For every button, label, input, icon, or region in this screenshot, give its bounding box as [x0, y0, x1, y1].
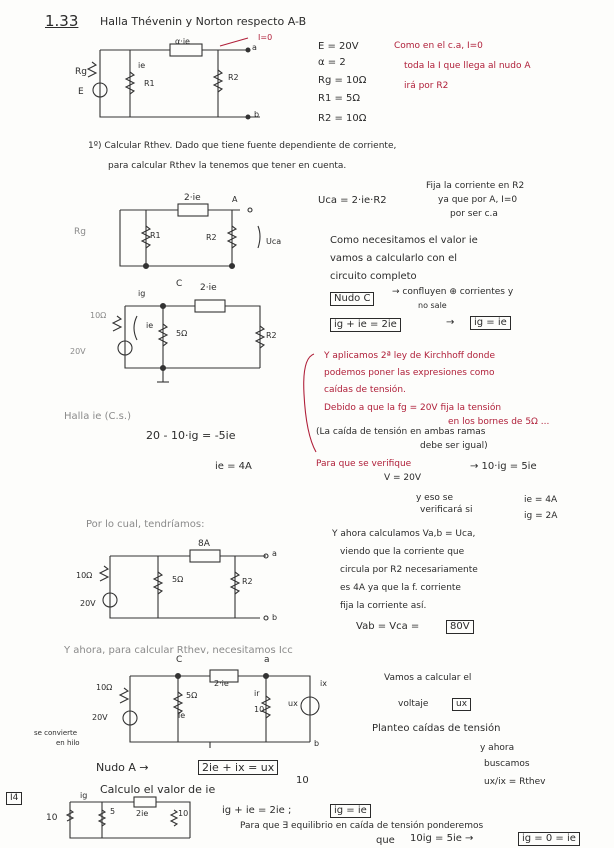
bottom-line-1: Calculo el valor de ie	[100, 783, 216, 796]
c1-r2-label: R2	[228, 73, 239, 82]
circuit-diagram-3	[95, 283, 285, 386]
note-top-3: irá por R2	[404, 81, 449, 91]
vab-line-3: circula por R2 necesariamente	[340, 565, 478, 575]
explain1-line1: Como necesitamos el valor ie	[330, 235, 478, 246]
c3-ig-label: ig	[138, 289, 146, 298]
c5-node-c-label: C	[176, 655, 183, 665]
bottom-eq-1: ig + ie = 2ie ;	[222, 805, 292, 816]
kirchhoff-line-6: (La caída de tensión en ambas ramas	[316, 427, 486, 437]
bottom-tag: I4	[6, 792, 22, 805]
node-c-note-1: → confluyen ⊕ corrientes y	[392, 287, 514, 297]
explain1-line3: circuito completo	[330, 271, 417, 282]
explain1-line2: vamos a calcularlo con el	[330, 253, 457, 264]
halla-eq-1: 20 - 10·ig = -5ie	[146, 429, 236, 442]
c5-10-label: 10Ω	[96, 683, 113, 692]
por-lo-cual-label: Por lo cual, tendríamos:	[86, 519, 205, 530]
c1-current-label: I=0	[258, 33, 273, 42]
halla-result-1: ie = 4A	[524, 495, 558, 505]
c5-20v-label: 20V	[92, 713, 108, 722]
c4-5-label: 5Ω	[172, 575, 184, 584]
uca-note-1: Fija la corriente en R2	[426, 181, 525, 191]
halla-label: Halla ie (C.s.)	[64, 411, 131, 422]
bottom-line-2: Para que ∃ equilibrio en caída de tensión ponderemos	[240, 821, 484, 831]
step1-line2: para calcular Rthev la tenemos que tener en cuenta.	[108, 161, 347, 171]
node-c-label: Nudo C	[330, 292, 374, 306]
kirchhoff-line-7: debe ser igual)	[420, 441, 488, 451]
kirchhoff-line-4: Debido a que la fg = 20V fija la tensión	[324, 403, 502, 413]
bracket-icon	[300, 350, 320, 460]
right5-line-6: ux/ix = Rthev	[484, 777, 546, 787]
vab-line-4: es 4A ya que la f. corriente	[340, 583, 461, 593]
halla-eq-2: ie = 4A	[215, 461, 252, 472]
value-alpha: α = 2	[318, 57, 346, 68]
c4-10-label: 10Ω	[76, 571, 93, 580]
c1-source-label: α·ie	[175, 37, 190, 46]
bottom-10b-label: 10	[178, 809, 189, 818]
c5-node-a-label: a	[264, 655, 270, 665]
value-e: E = 20V	[318, 41, 359, 52]
bottom-eq-2: ig = ie	[330, 804, 371, 818]
c5-ix-label: ix	[320, 679, 327, 688]
c5-ie-label: ie	[178, 711, 186, 720]
bottom-10-label: 10	[46, 813, 58, 823]
note-top-1: Como en el c.a, I=0	[394, 41, 483, 51]
vab-result: 80V	[446, 620, 474, 634]
kirchhoff-line-1: Y aplicamos 2ª ley de Kirchhoff donde	[324, 351, 496, 361]
circuit-diagram-2	[100, 193, 270, 276]
c4-20v-label: 20V	[80, 599, 96, 608]
halla-verify-2: V = 20V	[384, 473, 422, 483]
c1-b-label: b	[254, 110, 260, 119]
c1-ie-label: ie	[138, 61, 146, 70]
right5-ux: ux	[452, 698, 471, 711]
right5-line-4: y ahora	[480, 743, 515, 753]
c5-ir-label: ir	[254, 689, 260, 698]
nudo-a-frac-num: 10	[296, 775, 309, 786]
bottom-ig-label: ig	[80, 791, 88, 800]
c5-source-label: 2·ie	[214, 679, 229, 688]
bottom-5-label: 5	[110, 807, 116, 816]
c4-a-label: a	[272, 549, 277, 558]
c3-source-label: 2·ie	[200, 283, 217, 293]
c5-b-label: b	[314, 739, 320, 748]
c2-a-label: A	[232, 195, 238, 204]
c1-e-label: E	[78, 87, 84, 97]
right5-line-3: Planteo caídas de tensión	[372, 723, 501, 734]
c5-ux-label: ux	[288, 699, 298, 708]
node-c-note-2: no sale	[418, 301, 447, 310]
bottom-eq-3: 10ig = 5ie →	[410, 833, 474, 844]
c3-10-label: 10Ω	[90, 311, 107, 320]
page-title: Halla Thévenin y Norton respecto A-B	[100, 15, 307, 28]
node-c-eq-2: ig = ie	[470, 316, 511, 330]
kirchhoff-line-5: en los bornes de 5Ω ...	[448, 417, 550, 427]
circuit-diagram-5	[90, 666, 330, 751]
node-c-eq-1: ig + ie = 2ie	[330, 318, 401, 332]
step1-line1: 1º) Calcular Rthev. Dado que tiene fuente dependiente de corriente,	[88, 141, 397, 151]
c1-r1-label: R1	[144, 79, 155, 88]
halla-verify-4: y eso se	[416, 493, 454, 503]
c2-r1-label: R1	[150, 231, 161, 240]
vab-line-2: viendo que la corriente que	[340, 547, 465, 557]
c2-uca-label: Uca	[266, 237, 282, 246]
kirchhoff-line-2: podemos poner las expresiones como	[324, 368, 495, 378]
c2-r2-label: R2	[206, 233, 217, 242]
bottom-line-3: que	[376, 835, 395, 846]
rthev-line-1: Y ahora, para calcular Rthev, necesitamos Icc	[64, 645, 293, 656]
circuit-diagram-1	[70, 32, 273, 122]
nudo-a-eq: 2ie + ix = ux	[198, 760, 278, 775]
value-r2: R2 = 10Ω	[318, 113, 367, 124]
uca-formula: Uca = 2·ie·R2	[318, 195, 387, 206]
note-top-2: toda la I que llega al nudo A	[404, 61, 531, 71]
c5-note-gen: se convierte	[34, 729, 78, 737]
c3-r2-label: R2	[266, 331, 277, 340]
c3-ie-label: ie	[146, 321, 154, 330]
c5-10b-label: 10	[254, 705, 265, 714]
value-rg: Rg = 10Ω	[318, 75, 367, 86]
value-r1: R1 = 5Ω	[318, 93, 361, 104]
vab-line-5: fija la corriente así.	[340, 601, 427, 611]
circuit-diagram-6	[60, 791, 200, 844]
c3-node-c-label: C	[176, 279, 183, 289]
halla-verify-1: Para que se verifique	[316, 459, 412, 469]
c2-rg-label: Rg	[74, 227, 86, 237]
nudo-a-label: Nudo A →	[96, 761, 149, 774]
halla-verify-3: → 10·ig = 5ie	[470, 461, 537, 472]
c4-source-label: 8A	[198, 539, 210, 549]
vab-line-1: Y ahora calculamos Va,b = Uca,	[332, 529, 476, 539]
c1-a-label: a	[252, 43, 257, 52]
c5-5-label: 5Ω	[186, 691, 198, 700]
vab-eq: Vab = Vca =	[356, 621, 420, 632]
problem-number: 1.33	[45, 12, 79, 30]
halla-verify-5: verificará si	[420, 505, 473, 515]
kirchhoff-line-3: caídas de tensión.	[324, 385, 406, 395]
c5-note-gen-2: en hilo	[56, 739, 80, 747]
c3-20v-label: 20V	[70, 347, 86, 356]
halla-result-2: ig = 2A	[524, 511, 558, 521]
uca-note-3: por ser c.a	[450, 209, 498, 219]
right5-line-5: buscamos	[484, 759, 530, 769]
right5-line-2: voltaje	[398, 699, 429, 709]
arrow-icon: →	[446, 317, 455, 328]
right5-line-1: Vamos a calcular el	[384, 673, 472, 683]
c4-b-label: b	[272, 613, 278, 622]
c2-source-label: 2·ie	[184, 193, 201, 203]
bottom-2ie-label: 2ie	[136, 809, 149, 818]
c1-rg-label: Rg	[75, 67, 87, 77]
bottom-eq-4: ig = 0 = ie	[518, 832, 580, 846]
c3-5-label: 5Ω	[176, 329, 188, 338]
uca-note-2: ya que por A, I=0	[438, 195, 518, 205]
c4-r2-label: R2	[242, 577, 253, 586]
